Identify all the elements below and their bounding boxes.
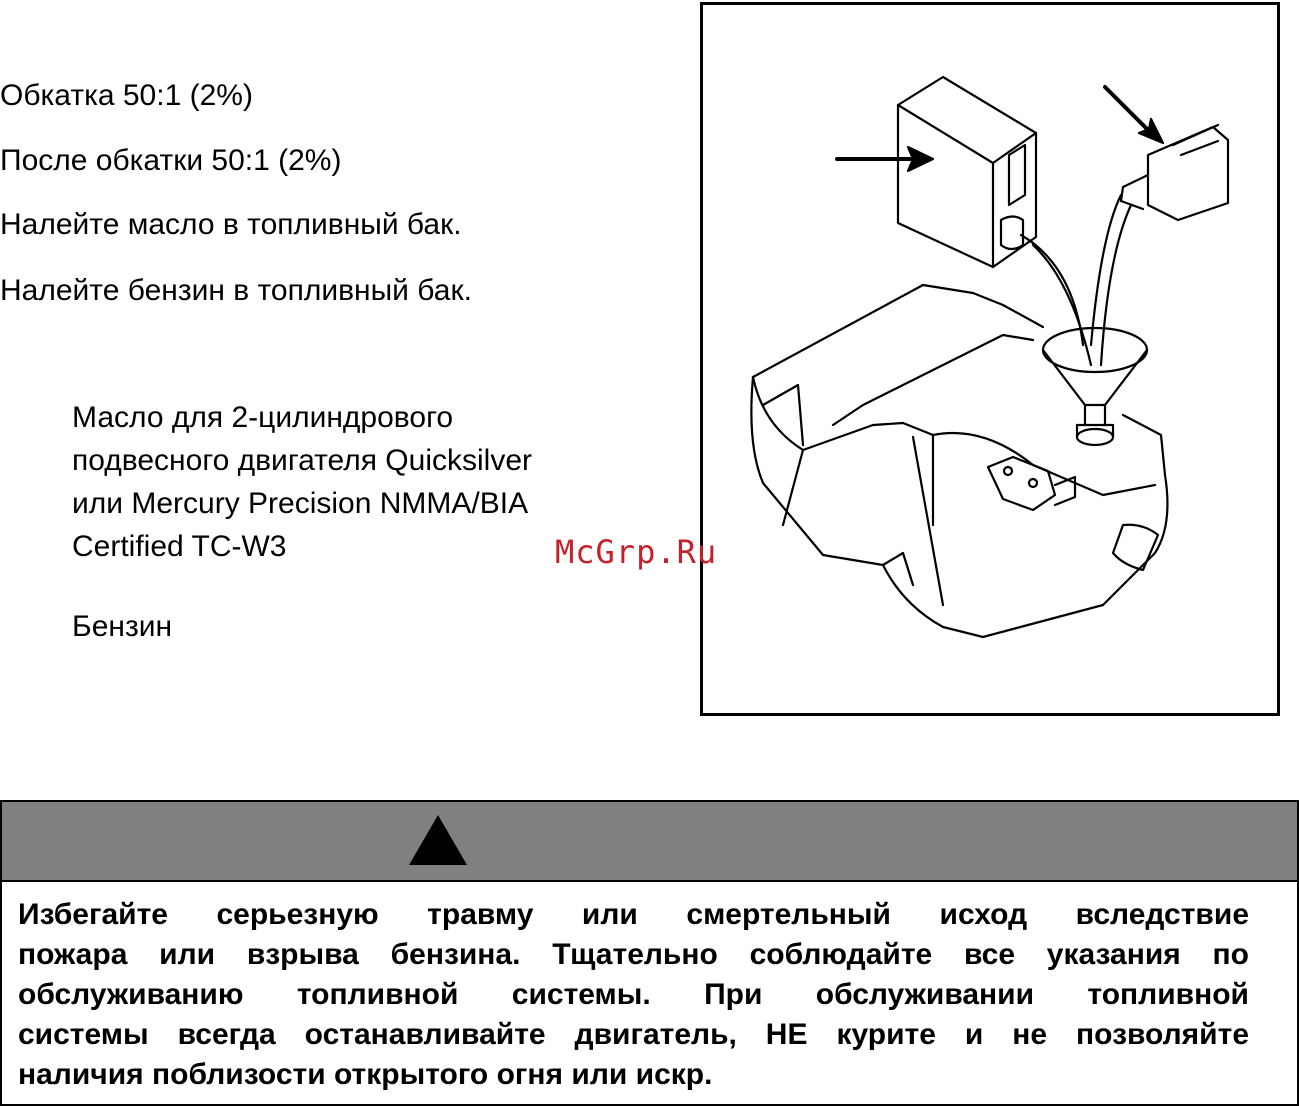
break-in-ratio: Обкатка 50:1 (2%) [0, 79, 253, 112]
oil-callout-line: Масло для 2-цилиндрового [72, 401, 454, 434]
warning-header [2, 802, 1297, 882]
warning-text-line: пожара или взрыва бензина. Тщательно соблюдайте все указания по [18, 938, 1249, 971]
step-pour-gasoline: Налейте бензин в топливный бак. [0, 274, 472, 307]
step-pour-oil: Налейте масло в топливный бак. [0, 208, 462, 241]
funnel [1043, 328, 1147, 445]
warning-text-line: наличия поблизости открытого огня или искр. [18, 1058, 713, 1091]
tank-fitting [988, 457, 1075, 510]
warning-text-line: обслуживанию топливной системы. При обслуживании топливной [18, 978, 1249, 1011]
fuel-tank-illustration [700, 2, 1280, 716]
gasoline-callout: Бензин [72, 610, 173, 643]
oil-canister [898, 77, 1091, 365]
after-break-in-ratio: После обкатки 50:1 (2%) [0, 144, 342, 177]
arrow-icon [837, 87, 1153, 159]
warning-text [2, 882, 1297, 1095]
oil-callout-line: или Mercury Precision NMMA/BIA [72, 487, 529, 520]
oil-callout-line: подвесного двигателя Quicksilver [72, 444, 532, 477]
warning-text-line: системы всегда останавливайте двигатель, НЕ курите и не позволяйте [18, 1018, 1249, 1051]
fuel-tank [751, 285, 1167, 637]
fuel-tank-drawing [703, 5, 1277, 713]
watermark: McGrp.Ru [555, 533, 718, 571]
warning-triangle-icon [408, 814, 468, 866]
warning-box [0, 800, 1299, 1106]
warning-text-line: Избегайте серьезную травму или смертельный исход вследствие [18, 898, 1249, 931]
oil-callout-line: Certified TC-W3 [72, 530, 287, 563]
